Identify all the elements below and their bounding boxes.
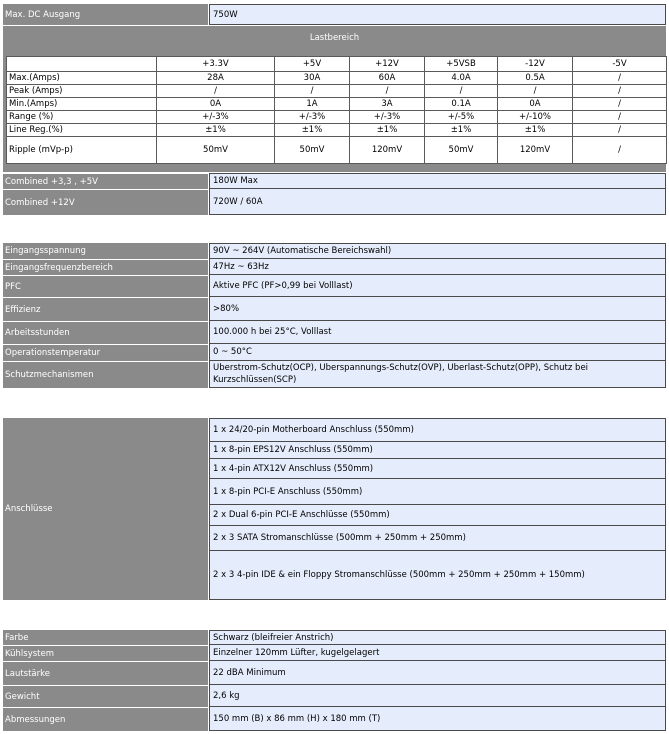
spec-row (3, 344, 666, 361)
output-spec-table (3, 4, 666, 215)
connector-value: 1 x 8-pin EPS12V Anschluss (550mm) (209, 442, 666, 459)
spec-value: 2,6 kg (209, 685, 666, 707)
connector-row (3, 505, 666, 526)
spec-row (3, 321, 666, 344)
spec-value: >80% (209, 297, 666, 321)
load-col-header: +5V (275, 57, 350, 72)
spec-value: Uberstrom-Schutz(OCP), Uberspannungs-Schutz(OVP), Uberlast-Schutz(OPP), Schutz bei Kurzschlüssen(SCP) (209, 361, 666, 388)
spec-label: Effizienz (3, 297, 208, 321)
spec-value: 47Hz ~ 63Hz (209, 259, 666, 275)
load-table-row (7, 85, 667, 98)
connector-value: 1 x 4-pin ATX12V Anschluss (550mm) (209, 459, 666, 479)
load-col-header: +5VSB (425, 57, 498, 72)
load-cell: 30A (275, 72, 350, 85)
load-table-row (7, 137, 667, 164)
lastbereich-header: Lastbereich (3, 26, 666, 53)
spec-label: Operationstemperatur (3, 344, 208, 361)
load-cell: 3A (350, 98, 425, 111)
max-dc-label: Max. DC Ausgang (3, 4, 208, 25)
spec-label: Abmessungen (3, 707, 208, 731)
input-spec-table (3, 243, 666, 388)
connector-row (3, 551, 666, 600)
spec-label: Lautstärke (3, 661, 208, 685)
load-cell: ±1% (350, 124, 425, 137)
max-dc-value: 750W (209, 4, 666, 25)
combined-row (3, 173, 666, 189)
spec-label: Eingangsspannung (3, 243, 208, 259)
spec-row (3, 275, 666, 297)
load-cell: 0A (498, 98, 573, 111)
connector-value: 2 x 3 4-pin IDE & ein Floppy Stromanschlüsse (500mm + 250mm + 250mm + 150mm) (209, 551, 666, 600)
spec-row (3, 243, 666, 259)
load-row-label: Line Reg.(%) (7, 124, 157, 137)
connectors-label: Anschlüsse (3, 418, 208, 600)
load-row-label: Min.(Amps) (7, 98, 157, 111)
spec-label: Schutzmechanismen (3, 361, 208, 388)
spec-label: Farbe (3, 630, 208, 645)
load-cell: ±1% (498, 124, 573, 137)
load-cell: ±1% (425, 124, 498, 137)
load-cell: / (157, 85, 275, 98)
load-cell: +/-10% (498, 111, 573, 124)
connector-row (3, 526, 666, 551)
load-cell: +/-5% (425, 111, 498, 124)
spec-label: Arbeitsstunden (3, 321, 208, 344)
connector-value: 1 x 24/20-pin Motherboard Anschluss (550mm) (209, 418, 666, 442)
load-cell: 120mV (350, 137, 425, 164)
spec-row (3, 361, 666, 388)
load-table-row (7, 124, 667, 137)
combined-value: 180W Max (209, 173, 666, 189)
connector-value: 1 x 8-pin PCI-E Anschluss (550mm) (209, 479, 666, 505)
load-cell: / (425, 85, 498, 98)
connector-row (3, 418, 666, 442)
load-cell: 60A (350, 72, 425, 85)
spec-row (3, 685, 666, 707)
load-cell: / (275, 85, 350, 98)
load-cell: 28A (157, 72, 275, 85)
connector-row (3, 442, 666, 459)
load-cell: 1A (275, 98, 350, 111)
load-col-header: -12V (498, 57, 573, 72)
spec-row (3, 645, 666, 661)
load-table-header-row (7, 57, 667, 72)
load-col-header (7, 57, 157, 72)
load-cell: 0.1A (425, 98, 498, 111)
load-cell: +/-3% (350, 111, 425, 124)
spec-label: Gewicht (3, 685, 208, 707)
spec-row (3, 661, 666, 685)
load-cell: / (573, 124, 667, 137)
spec-value: 100.000 h bei 25°C, Volllast (209, 321, 666, 344)
spec-value: Einzelner 120mm Lüfter, kugelgelagert (209, 645, 666, 661)
load-row-label: Range (%) (7, 111, 157, 124)
load-row-label: Max.(Amps) (7, 72, 157, 85)
load-table-row (7, 98, 667, 111)
load-cell: / (573, 111, 667, 124)
max-dc-row (3, 4, 666, 25)
spec-label: PFC (3, 275, 208, 297)
load-col-header: +3.3V (157, 57, 275, 72)
load-cell: / (573, 137, 667, 164)
load-col-header: +12V (350, 57, 425, 72)
load-cell: 50mV (275, 137, 350, 164)
spec-row (3, 630, 666, 645)
combined-value: 720W / 60A (209, 189, 666, 215)
load-cell: 50mV (157, 137, 275, 164)
spec-value: 0 ~ 50°C (209, 344, 666, 361)
spec-value: 90V ~ 264V (Automatische Bereichswahl) (209, 243, 666, 259)
load-row-label: Peak (Amps) (7, 85, 157, 98)
load-cell: 0.5A (498, 72, 573, 85)
load-cell: 0A (157, 98, 275, 111)
load-cell: / (350, 85, 425, 98)
connector-row (3, 459, 666, 479)
spec-value: Aktive PFC (PF>0,99 bei Volllast) (209, 275, 666, 297)
spec-row (3, 259, 666, 275)
load-cell: ±1% (275, 124, 350, 137)
combined-label: Combined +3,3 , +5V (3, 173, 208, 189)
load-table-row (7, 72, 667, 85)
connector-value: 2 x 3 SATA Stromanschlüsse (500mm + 250mm + 250mm) (209, 526, 666, 551)
load-cell: +/-3% (275, 111, 350, 124)
spec-label: Eingangsfrequenzbereich (3, 259, 208, 275)
load-cell: / (573, 85, 667, 98)
load-cell: 4.0A (425, 72, 498, 85)
load-col-header: -5V (573, 57, 667, 72)
spec-value: Schwarz (bleifreier Anstrich) (209, 630, 666, 645)
load-cell: / (498, 85, 573, 98)
load-cell: ±1% (157, 124, 275, 137)
connector-row (3, 479, 666, 505)
spec-value: 150 mm (B) x 86 mm (H) x 180 mm (T) (209, 707, 666, 731)
load-cell: 50mV (425, 137, 498, 164)
physical-spec-table (3, 630, 666, 731)
spec-label: Kühlsystem (3, 645, 208, 661)
connector-value: 2 x Dual 6-pin PCI-E Anschlüsse (550mm) (209, 505, 666, 526)
combined-label: Combined +12V (3, 189, 208, 215)
load-cell: +/-3% (157, 111, 275, 124)
load-table-row (7, 111, 667, 124)
connectors-table (3, 418, 666, 600)
load-row-label: Ripple (mVp-p) (7, 137, 157, 164)
load-table (6, 56, 667, 164)
load-cell: / (573, 98, 667, 111)
load-cell: 120mV (498, 137, 573, 164)
combined-row (3, 189, 666, 215)
load-cell: / (573, 72, 667, 85)
spec-value: 22 dBA Minimum (209, 661, 666, 685)
spec-row (3, 707, 666, 731)
spec-row (3, 297, 666, 321)
